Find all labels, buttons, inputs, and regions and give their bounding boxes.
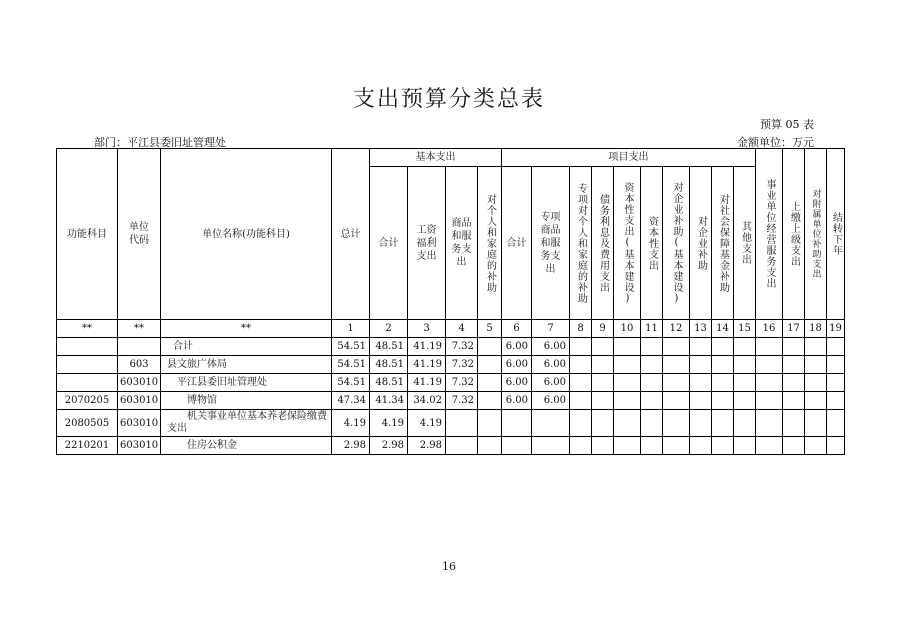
- goods-cell: 7.32: [446, 356, 478, 374]
- salary-cell: 41.19: [408, 374, 446, 392]
- total-cell: 54.51: [332, 374, 370, 392]
- goods-cell: [446, 437, 478, 455]
- unit-name-cell: 县文旅广体局: [161, 356, 332, 374]
- goods-cell: 7.32: [446, 374, 478, 392]
- header-total: 总计: [332, 149, 370, 320]
- unit-name-cell: 住房公积金: [161, 437, 332, 455]
- unit-code-cell: 603010: [118, 410, 161, 437]
- empty-cell: [478, 437, 502, 455]
- func-code-cell: [57, 374, 118, 392]
- basic-sum-cell: 4.19: [370, 410, 408, 437]
- header-basic-group: 基本支出: [370, 149, 502, 167]
- goods-cell: [446, 410, 478, 437]
- index-cell: 9: [592, 320, 614, 338]
- table-row: [57, 374, 845, 392]
- index-cell: 13: [690, 320, 712, 338]
- header-proj-goods: 专项商品和服务支出: [532, 167, 570, 320]
- proj-sum-cell: [502, 437, 532, 455]
- salary-cell: 41.19: [408, 338, 446, 356]
- total-cell: 54.51: [332, 338, 370, 356]
- salary-cell: 41.19: [408, 356, 446, 374]
- index-cell: 10: [614, 320, 641, 338]
- header-business: 事业单位经营服务支出: [756, 149, 783, 320]
- proj-goods-cell: 6.00: [532, 374, 570, 392]
- func-code-cell: 2080505: [57, 410, 118, 437]
- proj-goods-cell: [532, 437, 570, 455]
- index-cell: **: [57, 320, 118, 338]
- index-cell: **: [118, 320, 161, 338]
- unit-name-cell: 机关事业单位基本养老保险缴费支出: [161, 410, 332, 437]
- unit-label: 金额单位：万元: [737, 136, 814, 149]
- func-code-cell: [57, 338, 118, 356]
- form-number: 预算 05 表: [760, 118, 814, 131]
- unit-code-cell: 603010: [118, 437, 161, 455]
- header-salary: 工资福利支出: [408, 167, 446, 320]
- basic-sum-cell: 48.51: [370, 356, 408, 374]
- index-cell: 12: [663, 320, 690, 338]
- goods-cell: 7.32: [446, 338, 478, 356]
- func-code-cell: 2070205: [57, 392, 118, 410]
- header-personal: 对个人和家庭的补助: [478, 167, 502, 320]
- header-proj-sum: 合计: [502, 167, 532, 320]
- index-cell: 11: [641, 320, 663, 338]
- total-cell: 2.98: [332, 437, 370, 455]
- header-capital: 资本性支出: [641, 167, 663, 320]
- total-cell: 54.51: [332, 356, 370, 374]
- unit-name-cell: 平江县委旧址管理处: [161, 374, 332, 392]
- index-cell: 18: [805, 320, 827, 338]
- index-cell: **: [161, 320, 332, 338]
- index-cell: 5: [478, 320, 502, 338]
- table-row: [57, 410, 845, 437]
- index-row: [57, 320, 845, 338]
- index-cell: 6: [502, 320, 532, 338]
- empty-cell: [478, 356, 502, 374]
- proj-goods-cell: 6.00: [532, 392, 570, 410]
- proj-sum-cell: 6.00: [502, 392, 532, 410]
- header-affiliated: 对附属单位补助支出: [805, 149, 827, 320]
- header-ent-build: 对企业补助(基本建设): [663, 167, 690, 320]
- func-code-cell: 2210201: [57, 437, 118, 455]
- proj-goods-cell: 6.00: [532, 338, 570, 356]
- index-cell: 2: [370, 320, 408, 338]
- unit-code-cell: [118, 338, 161, 356]
- header-ent: 对企业补助: [690, 167, 712, 320]
- index-cell: 14: [712, 320, 734, 338]
- page-number: 16: [442, 560, 456, 573]
- department-label: 部门：平江县委旧址管理处: [94, 136, 226, 149]
- header-project-group: 项目支出: [502, 149, 756, 167]
- proj-sum-cell: 6.00: [502, 338, 532, 356]
- header-other: 其他支出: [734, 167, 756, 320]
- index-cell: 15: [734, 320, 756, 338]
- empty-cell: [478, 374, 502, 392]
- index-cell: 1: [332, 320, 370, 338]
- empty-cell: [478, 338, 502, 356]
- empty-cell: [478, 410, 502, 437]
- index-cell: 16: [756, 320, 783, 338]
- expenditure-table: [56, 148, 845, 455]
- goods-cell: 7.32: [446, 392, 478, 410]
- basic-sum-cell: 48.51: [370, 338, 408, 356]
- header-social: 对社会保障基金补助: [712, 167, 734, 320]
- unit-name-cell: 博物馆: [161, 392, 332, 410]
- index-cell: 3: [408, 320, 446, 338]
- empty-cell: [478, 392, 502, 410]
- salary-cell: 2.98: [408, 437, 446, 455]
- header-upper: 上缴上级支出: [783, 149, 805, 320]
- table-row: [57, 392, 845, 410]
- unit-name-cell: 合计: [161, 338, 332, 356]
- salary-cell: 4.19: [408, 410, 446, 437]
- header-carry: 结转下年: [827, 149, 845, 320]
- salary-cell: 34.02: [408, 392, 446, 410]
- func-code-cell: [57, 356, 118, 374]
- index-cell: 8: [570, 320, 592, 338]
- index-cell: 19: [827, 320, 845, 338]
- index-cell: 4: [446, 320, 478, 338]
- proj-sum-cell: [502, 410, 532, 437]
- proj-sum-cell: 6.00: [502, 356, 532, 374]
- table-row: [57, 338, 845, 356]
- index-cell: 7: [532, 320, 570, 338]
- header-basic-sum: 合计: [370, 167, 408, 320]
- basic-sum-cell: 2.98: [370, 437, 408, 455]
- unit-code-cell: 603010: [118, 374, 161, 392]
- index-cell: 17: [783, 320, 805, 338]
- table-row: [57, 437, 845, 455]
- header-goods: 商品和服务支出: [446, 167, 478, 320]
- unit-code-cell: 603: [118, 356, 161, 374]
- proj-goods-cell: 6.00: [532, 356, 570, 374]
- header-debt: 债务利息及费用支出: [592, 167, 614, 320]
- page-title: 支出预算分类总表: [352, 87, 545, 112]
- header-capital-build: 资本性支出(基本建设): [614, 167, 641, 320]
- header-func-code: 功能科目: [57, 149, 118, 320]
- unit-code-cell: 603010: [118, 392, 161, 410]
- proj-goods-cell: [532, 410, 570, 437]
- table-row: [57, 356, 845, 374]
- total-cell: 4.19: [332, 410, 370, 437]
- basic-sum-cell: 48.51: [370, 374, 408, 392]
- header-unit-code: 单位代码: [118, 149, 161, 320]
- total-cell: 47.34: [332, 392, 370, 410]
- header-proj-personal: 专项对个人和家庭的补助: [570, 167, 592, 320]
- proj-sum-cell: 6.00: [502, 374, 532, 392]
- header-unit-name: 单位名称(功能科目): [161, 149, 332, 320]
- basic-sum-cell: 41.34: [370, 392, 408, 410]
